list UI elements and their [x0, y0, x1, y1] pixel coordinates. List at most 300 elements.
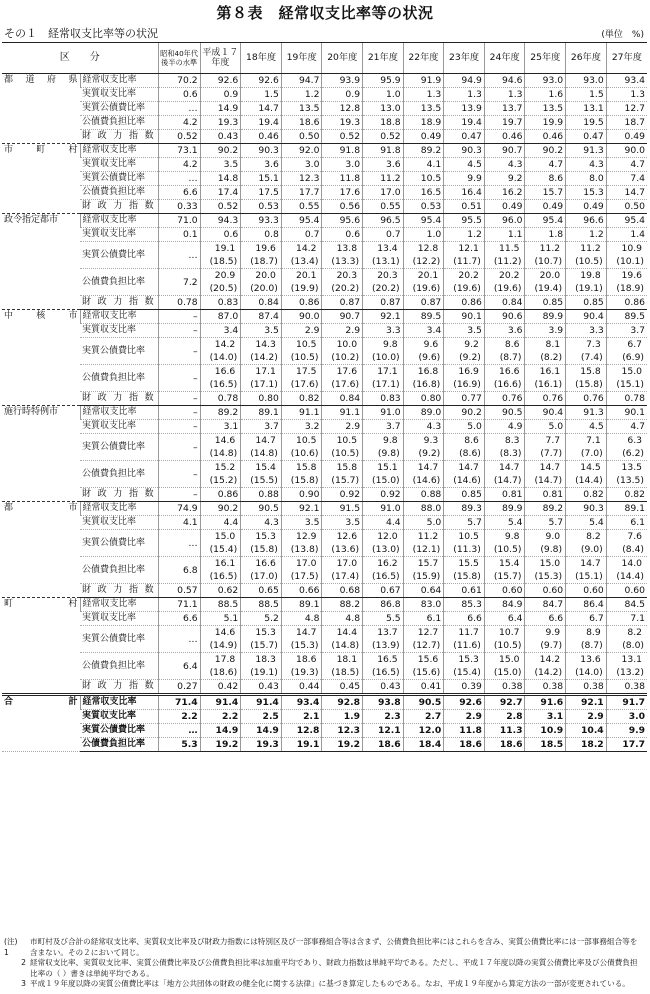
header-year: 25年度 [525, 43, 566, 74]
row-item-label: 実質公債費比率 [80, 338, 158, 365]
value-cell: 13.5 [281, 102, 322, 116]
value-cell: 0.49 [403, 130, 444, 144]
value-cell: 1.8 [525, 228, 566, 242]
value-cell: 0.65 [241, 584, 282, 598]
table-row [2, 130, 647, 144]
value: 14.7 [539, 462, 561, 473]
simple-average-value: (16.5) [372, 667, 400, 678]
value-cell: 11.2 [363, 172, 404, 186]
value: 16.9 [458, 366, 479, 377]
simple-average-value: (17.0) [250, 571, 278, 582]
value-cell [200, 557, 241, 584]
value-cell: 89.1 [606, 502, 647, 516]
value-cell: 90.7 [484, 144, 525, 158]
value-cell: 4.1 [403, 158, 444, 172]
value-cell: 0.80 [403, 392, 444, 406]
simple-average-value: (18.9) [616, 283, 644, 294]
row-item-label: 財政力指数 [80, 584, 158, 598]
header-year: 平成１７年度 [200, 43, 241, 74]
value: 8.2 [627, 627, 642, 638]
simple-average-value: (15.8) [250, 544, 278, 555]
value-cell: 17.6 [322, 186, 363, 200]
value-cell: 0.49 [525, 200, 566, 214]
table-row [2, 144, 647, 158]
row-item-label: 公債費負担比率 [80, 365, 158, 392]
value-cell: 12.0 [403, 724, 444, 738]
value-cell: 0.9 [322, 88, 363, 102]
simple-average-value: (13.4) [290, 256, 319, 267]
value: 14.5 [580, 462, 601, 473]
baseline-cell: … [158, 626, 200, 653]
baseline-cell: – [158, 434, 200, 461]
value-cell: 2.5 [241, 710, 282, 724]
value-cell [363, 269, 404, 296]
table-body [2, 74, 647, 752]
header-year: 22年度 [403, 43, 444, 74]
simple-average-value: (15.8) [290, 475, 319, 486]
value-cell [322, 242, 363, 269]
row-item-label: 経常収支比率 [80, 144, 158, 158]
baseline-cell: – [158, 461, 200, 488]
value-cell: 0.88 [403, 488, 444, 502]
value: 16.6 [499, 366, 520, 377]
value-cell: 90.1 [444, 310, 485, 324]
value-cell: 0.43 [363, 680, 404, 695]
value-cell: 8.0 [566, 172, 607, 186]
baseline-cell: … [158, 172, 200, 186]
value-cell: 7.1 [606, 612, 647, 626]
value: 18.1 [336, 654, 358, 665]
value-cell [525, 653, 566, 680]
value-cell: 90.4 [525, 406, 566, 420]
value-cell: 86.8 [363, 598, 404, 612]
value: 12.8 [417, 243, 439, 254]
row-item-label: 経常収支比率 [80, 695, 158, 710]
value-cell: 18.4 [403, 738, 444, 752]
value-cell: 4.4 [363, 516, 404, 530]
value-cell [525, 269, 566, 296]
value-cell [241, 269, 282, 296]
value: 17.8 [214, 654, 236, 665]
simple-average-value: (9.8) [377, 448, 400, 459]
value-cell: 6.1 [403, 612, 444, 626]
value: 13.6 [580, 654, 601, 665]
value: 7.3 [586, 339, 601, 350]
page-title: 第８表 経常収支比率等の状況 [216, 4, 434, 22]
value-cell [444, 557, 485, 584]
value-cell [606, 530, 647, 557]
simple-average-value: (19.9) [290, 283, 319, 294]
row-item-label: 財政力指数 [80, 200, 158, 214]
value-cell: 1.3 [444, 88, 485, 102]
value-cell: 13.5 [525, 102, 566, 116]
row-item-label: 実質公債費比率 [80, 242, 158, 269]
value-cell [525, 626, 566, 653]
value: 14.2 [539, 654, 561, 665]
simple-average-value: (17.6) [331, 379, 360, 390]
simple-average-value: (16.8) [412, 379, 441, 390]
value-cell: 1.0 [403, 228, 444, 242]
value: 15.3 [255, 627, 276, 638]
value-cell: 12.3 [322, 724, 363, 738]
value-cell: 14.9 [200, 102, 241, 116]
row-item-label: 財政力指数 [80, 296, 158, 310]
value-cell: 93.8 [363, 695, 404, 710]
value-cell [281, 461, 322, 488]
value-cell [200, 269, 241, 296]
value-cell: 0.46 [525, 130, 566, 144]
simple-average-value: (8.3) [499, 448, 522, 459]
value-cell: 94.3 [200, 214, 241, 228]
ratio-table [2, 42, 647, 752]
value: 16.2 [377, 558, 398, 569]
value-cell: 4.9 [484, 420, 525, 434]
simple-average-value: (14.4) [575, 475, 603, 486]
value-cell: 93.9 [322, 74, 363, 88]
row-item-label: 実質収支比率 [80, 228, 158, 242]
value-cell: 18.6 [363, 738, 404, 752]
simple-average-value: (15.3) [534, 571, 563, 582]
simple-average-value: (17.5) [290, 571, 319, 582]
row-item-label: 経常収支比率 [80, 598, 158, 612]
value: 15.8 [580, 366, 601, 377]
footnote-text: 市町村及び合計の経常収支比率、実質収支比率及び財政力指数には特別区及び一部事務組合等は含まず、公債費負担比率にはこれらを含み、実質公債費比率には一部事務組合等を含まない。その２において同じ。 [30, 937, 638, 957]
simple-average-value: (19.3) [290, 667, 319, 678]
value: 9.8 [383, 339, 398, 350]
row-item-label: 経常収支比率 [80, 310, 158, 324]
simple-average-value: (14.7) [534, 475, 563, 486]
value-cell: 84.9 [484, 598, 525, 612]
table-row [2, 214, 647, 228]
value-cell: 2.3 [363, 710, 404, 724]
value-cell: 3.4 [403, 324, 444, 338]
value-cell: 15.1 [241, 172, 282, 186]
table-row [2, 158, 647, 172]
value-cell: 18.5 [525, 738, 566, 752]
value-cell: 0.92 [322, 488, 363, 502]
value-cell [444, 626, 485, 653]
group-label: 中核市 [2, 310, 80, 406]
header-year: 24年度 [484, 43, 525, 74]
header-category: 区 分 [2, 43, 158, 74]
baseline-cell: 0.52 [158, 130, 200, 144]
table-subtitle: その１ 経常収支比率等の状況 [4, 27, 158, 40]
value-cell: 91.5 [322, 502, 363, 516]
value-cell: 92.6 [200, 74, 241, 88]
value: 17.1 [377, 366, 398, 377]
value-cell [484, 269, 525, 296]
value-cell: 83.0 [403, 598, 444, 612]
simple-average-value: (13.0) [372, 544, 400, 555]
row-item-label: 公債費負担比率 [80, 738, 158, 752]
value-cell: 18.2 [566, 738, 607, 752]
value: 20.0 [539, 270, 561, 281]
value-cell [403, 461, 444, 488]
group-label: 合計 [2, 695, 80, 752]
value-cell: 91.7 [606, 695, 647, 710]
value-cell: 3.6 [241, 158, 282, 172]
value-cell: 91.8 [322, 144, 363, 158]
row-item-label: 実質収支比率 [80, 420, 158, 434]
value-cell: 18.6 [281, 116, 322, 130]
value: 11.7 [458, 627, 479, 638]
value: 10.5 [458, 531, 479, 542]
row-item-label: 経常収支比率 [80, 74, 158, 88]
value-cell: 11.8 [444, 724, 485, 738]
value-cell [200, 365, 241, 392]
simple-average-value: (15.9) [412, 571, 441, 582]
value-cell: 91.0 [363, 406, 404, 420]
value: 14.7 [255, 435, 276, 446]
value-cell: 0.6 [322, 228, 363, 242]
value-cell: 0.44 [281, 680, 322, 695]
simple-average-value: (10.5) [331, 448, 360, 459]
value-cell [444, 461, 485, 488]
value-cell [484, 626, 525, 653]
value-cell: 13.1 [566, 102, 607, 116]
value-cell: 90.0 [281, 310, 322, 324]
value-cell: 18.6 [444, 738, 485, 752]
value-cell [566, 461, 607, 488]
value-cell: 92.1 [281, 502, 322, 516]
simple-average-value: (10.1) [616, 256, 644, 267]
row-item-label: 実質収支比率 [80, 516, 158, 530]
simple-average-value: (20.5) [209, 283, 238, 294]
simple-average-value: (7.0) [580, 448, 603, 459]
value-cell: 3.0 [606, 710, 647, 724]
value-cell [403, 626, 444, 653]
value-cell [484, 653, 525, 680]
value: 11.2 [580, 243, 601, 254]
value-cell: 0.47 [566, 130, 607, 144]
value-cell [566, 338, 607, 365]
simple-average-value: (8.2) [540, 352, 563, 363]
value-cell: 5.5 [363, 612, 404, 626]
value-cell: 13.9 [444, 102, 485, 116]
value-cell: 1.0 [363, 88, 404, 102]
value: 20.3 [377, 270, 398, 281]
value: 9.2 [464, 339, 479, 350]
value-cell: 0.52 [200, 200, 241, 214]
value-cell: 92.1 [363, 310, 404, 324]
value-cell: 0.92 [363, 488, 404, 502]
baseline-cell: 4.2 [158, 116, 200, 130]
value-cell [484, 434, 525, 461]
value: 16.6 [255, 558, 276, 569]
value-cell: 4.4 [200, 516, 241, 530]
value-cell: 90.2 [444, 406, 485, 420]
value-cell: 0.50 [281, 130, 322, 144]
value-cell: 90.6 [484, 310, 525, 324]
value: 8.1 [545, 339, 561, 350]
value-cell: 89.2 [403, 144, 444, 158]
value: 13.5 [621, 462, 642, 473]
value-cell: 0.7 [281, 228, 322, 242]
value-cell [322, 434, 363, 461]
value-cell [403, 530, 444, 557]
value-cell: 1.6 [525, 88, 566, 102]
value-cell: 92.6 [444, 695, 485, 710]
value-cell [363, 434, 404, 461]
value: 7.7 [545, 435, 561, 446]
value-cell: 91.6 [525, 695, 566, 710]
value-cell: 2.9 [281, 324, 322, 338]
baseline-cell: 0.57 [158, 584, 200, 598]
value-cell: 0.86 [200, 488, 241, 502]
simple-average-value: (9.7) [540, 640, 563, 651]
value: 10.7 [499, 627, 520, 638]
value-cell: 89.5 [606, 310, 647, 324]
value-cell: 0.47 [444, 130, 485, 144]
simple-average-value: (17.1) [372, 379, 400, 390]
value-cell: 0.90 [281, 488, 322, 502]
value: 14.7 [499, 462, 520, 473]
simple-average-value: (7.7) [540, 448, 563, 459]
value-cell: 19.4 [241, 116, 282, 130]
value-cell [566, 530, 607, 557]
value: 14.2 [214, 339, 236, 350]
value: 12.7 [417, 627, 439, 638]
header-year: 23年度 [444, 43, 485, 74]
footnote-text: 経常収支比率、実質収支比率、実質公債費比率及び公債費負担比率は加重平均であり、財政力指数は単純平均である。ただし、平成１７年度以降の実質公債費比率及び公債費負担比率の（ ）書きは単純平均である。 [30, 958, 638, 978]
value-cell: 0.83 [363, 392, 404, 406]
value: 10.5 [336, 435, 358, 446]
table-row [2, 338, 647, 365]
value-cell: 15.7 [525, 186, 566, 200]
value-cell: 92.7 [484, 695, 525, 710]
baseline-cell: – [158, 488, 200, 502]
value-cell: 0.81 [525, 488, 566, 502]
value-cell: 91.9 [403, 74, 444, 88]
table-row [2, 461, 647, 488]
value-cell [403, 557, 444, 584]
value-cell: 2.7 [403, 710, 444, 724]
baseline-cell: – [158, 392, 200, 406]
value-cell [525, 530, 566, 557]
value-cell: 0.86 [606, 296, 647, 310]
value-cell: 89.0 [403, 406, 444, 420]
value-cell: 89.1 [241, 406, 282, 420]
value-cell: 5.7 [525, 516, 566, 530]
value-cell: 0.7 [363, 228, 404, 242]
baseline-cell: – [158, 338, 200, 365]
value: 20.1 [295, 270, 317, 281]
value-cell: 5.7 [444, 516, 485, 530]
value: 9.8 [504, 531, 520, 542]
value: 16.5 [377, 654, 398, 665]
value-cell: 0.42 [200, 680, 241, 695]
value-cell: 3.7 [606, 324, 647, 338]
value-cell [484, 530, 525, 557]
value: 17.6 [336, 366, 358, 377]
value: 12.9 [295, 531, 317, 542]
value-cell: 91.4 [200, 695, 241, 710]
value-cell: 0.8 [241, 228, 282, 242]
row-item-label: 財政力指数 [80, 392, 158, 406]
simple-average-value: (12.7) [412, 640, 441, 651]
simple-average-value: (14.0) [575, 667, 603, 678]
value: 20.9 [214, 270, 236, 281]
baseline-cell: 6.8 [158, 557, 200, 584]
value-cell [566, 557, 607, 584]
baseline-cell: 71.1 [158, 598, 200, 612]
value-cell: 87.0 [200, 310, 241, 324]
value: 17.0 [295, 558, 317, 569]
value-cell: 90.5 [403, 695, 444, 710]
value-cell: 0.85 [525, 296, 566, 310]
table-row [2, 269, 647, 296]
value-cell: 4.3 [566, 158, 607, 172]
baseline-cell: 7.2 [158, 269, 200, 296]
row-item-label: 公債費負担比率 [80, 653, 158, 680]
value-cell: 10.4 [566, 724, 607, 738]
value-cell: 4.7 [606, 158, 647, 172]
value-cell: 91.1 [281, 406, 322, 420]
value-cell: 90.5 [484, 406, 525, 420]
simple-average-value: (15.0) [493, 667, 522, 678]
value-cell: 84.5 [606, 598, 647, 612]
value-cell: 96.0 [484, 214, 525, 228]
value-cell: 8.6 [525, 172, 566, 186]
simple-average-value: (18.5) [209, 256, 238, 267]
value-cell [403, 653, 444, 680]
value-cell [525, 242, 566, 269]
value-cell: 0.41 [403, 680, 444, 695]
value-cell: 15.3 [566, 186, 607, 200]
row-item-label: 実質公債費比率 [80, 530, 158, 557]
value-cell: 92.0 [281, 144, 322, 158]
value-cell: 0.38 [484, 680, 525, 695]
value: 9.6 [423, 339, 439, 350]
value-cell: 3.6 [484, 324, 525, 338]
value-cell: 0.80 [241, 392, 282, 406]
row-item-label: 財政力指数 [80, 488, 158, 502]
footnote-number: 3 [21, 979, 26, 988]
value: 15.6 [417, 654, 439, 665]
value-cell [200, 626, 241, 653]
table-row [2, 242, 647, 269]
value-cell [241, 434, 282, 461]
value-cell [241, 461, 282, 488]
simple-average-value: (14.8) [331, 640, 360, 651]
baseline-cell: 0.1 [158, 228, 200, 242]
value-cell [363, 626, 404, 653]
value-cell: 17.7 [281, 186, 322, 200]
value-cell: 0.77 [444, 392, 485, 406]
value: 19.1 [214, 243, 236, 254]
value-cell: 9.2 [484, 172, 525, 186]
value: 9.8 [383, 435, 398, 446]
footnote-number: (注) 1 [4, 937, 26, 957]
value-cell: 96.6 [566, 214, 607, 228]
value: 17.0 [336, 558, 358, 569]
value-cell [322, 365, 363, 392]
baseline-cell: … [158, 102, 200, 116]
value-cell: 0.53 [241, 200, 282, 214]
simple-average-value: (14.7) [493, 475, 522, 486]
value-cell: 0.84 [241, 296, 282, 310]
value-cell [525, 461, 566, 488]
value: 14.4 [336, 627, 358, 638]
header-year: 27年度 [606, 43, 647, 74]
value-cell: 0.55 [281, 200, 322, 214]
value-cell: 88.5 [200, 598, 241, 612]
row-item-label: 財政力指数 [80, 680, 158, 695]
value-cell [444, 242, 485, 269]
value-cell: 5.0 [444, 420, 485, 434]
value-cell: 0.86 [444, 296, 485, 310]
value-cell: 0.49 [566, 200, 607, 214]
